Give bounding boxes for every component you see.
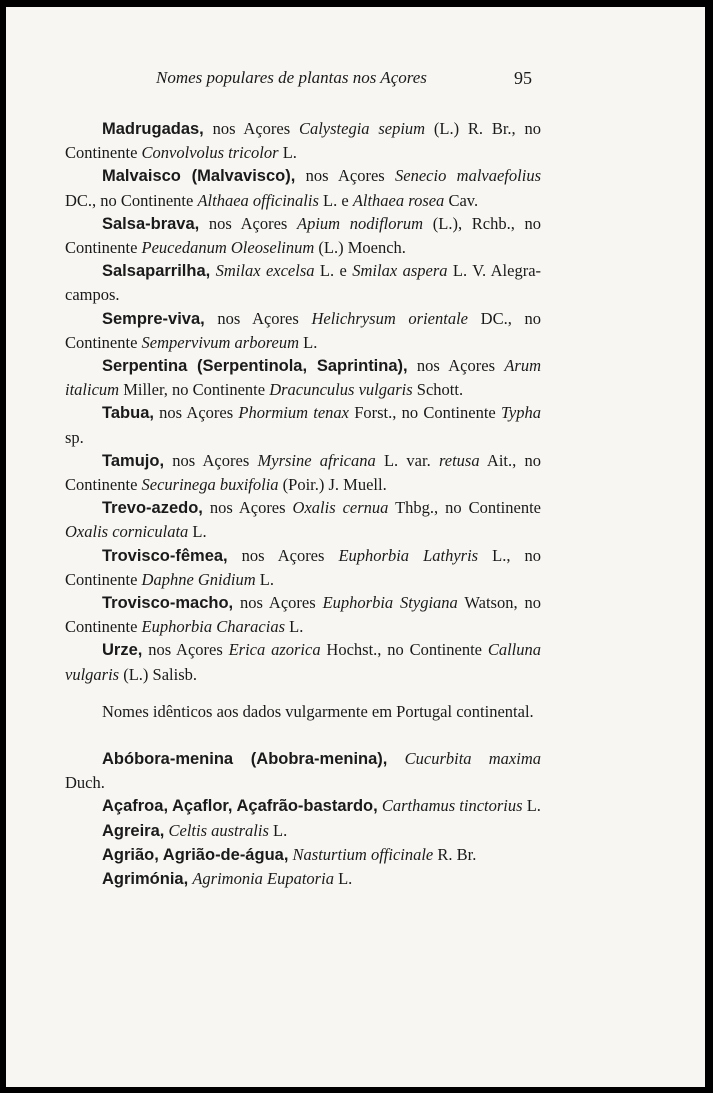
entry-text: nos Açores xyxy=(199,213,297,233)
entry-text: L. var. xyxy=(375,450,439,470)
scientific-name: Securinega buxifolia xyxy=(141,475,279,495)
scientific-name: Arum italicum xyxy=(65,356,541,400)
running-head xyxy=(6,68,705,92)
entry-text: nos Açores xyxy=(142,640,229,660)
glossary-entry xyxy=(65,164,541,211)
glossary-entry xyxy=(65,449,541,496)
scientific-name: Senecio malvaefolius xyxy=(395,166,541,186)
scientific-name: Oxalis corniculata xyxy=(65,522,189,542)
entry-text: Cav. xyxy=(444,190,479,210)
entry-term: Urze, xyxy=(102,641,143,660)
entry-term: Agrião, Agrião-de-água, xyxy=(102,845,289,864)
entry-term: Salsaparrilha, xyxy=(102,262,211,281)
glossary-entry xyxy=(65,496,541,543)
entry-term: Agrimónia, xyxy=(102,870,189,889)
glossary-entry xyxy=(65,401,541,448)
glossary-entry xyxy=(65,819,541,843)
entry-text: nos Açores xyxy=(233,593,323,613)
entry-term: Salsa-brava, xyxy=(102,214,200,233)
scientific-name: Myrsine africana xyxy=(257,450,376,470)
entry-text: L. xyxy=(268,820,288,840)
glossary-entry xyxy=(65,638,541,685)
glossary-entry xyxy=(65,212,541,259)
scientific-name: Agrimonia Eupatoria xyxy=(192,869,334,889)
entry-term: Trovisco-fêmea, xyxy=(102,546,228,565)
entry-text: nos Açores xyxy=(203,119,299,138)
scientific-name: Althaea officinalis xyxy=(197,190,319,210)
entry-text: L. xyxy=(255,569,274,589)
entry-text: Forst., no Continente xyxy=(348,403,501,423)
book-page xyxy=(6,7,705,1087)
entry-text: Miller, no Continente xyxy=(119,380,270,400)
scientific-name: Erica azorica xyxy=(228,640,321,660)
entry-term: Tabua, xyxy=(102,404,154,423)
entry-text: L. V. Alegra-campos. xyxy=(65,261,542,305)
entry-text: Duch. xyxy=(65,773,105,793)
scientific-name: retusa xyxy=(438,450,480,470)
scientific-name: Smilax excelsa xyxy=(215,261,315,281)
entry-text: L. xyxy=(278,143,297,163)
page-body xyxy=(65,117,541,891)
entry-text: Schott. xyxy=(412,380,464,400)
entry-text: nos Açores xyxy=(153,403,239,423)
entry-text: (L.), Rchb., no Continente xyxy=(65,213,541,258)
glossary-entry xyxy=(65,747,541,794)
entry-text: nos Açores xyxy=(204,308,312,328)
entry-text: L., no Continente xyxy=(65,545,541,589)
glossary-entry xyxy=(65,259,541,306)
entry-text: (L.) Salisb. xyxy=(119,664,198,684)
glossary-entry xyxy=(65,544,541,591)
entry-text: Watson, no Continente xyxy=(65,593,541,637)
entry-text: nos Açores xyxy=(295,166,396,186)
section-note: Nomes idênticos aos dados vulgarmente em Portugal continental. xyxy=(102,701,534,721)
scientific-name: Carthamus tinctorius xyxy=(381,796,523,816)
entry-text: nos Açores xyxy=(227,545,339,565)
scientific-name: Phormium tenax xyxy=(238,403,349,423)
scientific-name: Convolvolus tricolor xyxy=(141,143,279,163)
entry-text: L. e xyxy=(318,190,353,210)
entry-text: L. xyxy=(285,617,304,637)
entry-term: Malvaisco (Malvavisco), xyxy=(102,167,296,186)
entry-term: Trevo-azedo, xyxy=(102,499,203,518)
scientific-name: Calystegia sepium xyxy=(298,119,426,138)
entry-term: Abóbora-menina (Abobra-menina), xyxy=(102,750,388,769)
entry-term: Tamujo, xyxy=(102,451,165,470)
entry-text: L. xyxy=(299,332,318,352)
entry-text: (L.) R. Br., no Continente xyxy=(65,119,541,163)
entry-term: Agreira, xyxy=(102,821,165,840)
scientific-name: Calluna vulgaris xyxy=(65,640,541,684)
entry-text: Hochst., no Continente xyxy=(320,640,488,660)
entry-text: L. xyxy=(188,522,207,542)
entry-term: Trovisco-macho, xyxy=(102,594,234,613)
glossary-entry xyxy=(65,117,541,164)
scientific-name: Nasturtium officinale xyxy=(292,844,434,864)
entry-text: Ait., no Continente xyxy=(65,450,541,495)
scientific-name: Apium nodiflorum xyxy=(296,213,424,233)
entry-term: Açafroa, Açaflor, Açafrão-bastardo, xyxy=(102,797,378,816)
glossary-list-continental xyxy=(65,747,541,891)
entry-text: L. xyxy=(522,796,541,816)
entry-text: L. xyxy=(333,869,353,889)
scientific-name: Oxalis cernua xyxy=(292,498,389,518)
entry-text: nos Açores xyxy=(164,450,258,470)
entry-term: Serpentina (Serpentinola, Saprintina), xyxy=(102,357,408,376)
scientific-name: Cucurbita maxima xyxy=(404,749,541,769)
glossary-entry xyxy=(65,591,541,638)
entry-text xyxy=(387,749,404,768)
entry-text: (Poir.) J. Muell. xyxy=(278,475,387,495)
glossary-entry xyxy=(65,843,541,867)
scientific-name: Typha xyxy=(500,403,541,423)
scientific-name: Helichrysum orientale xyxy=(311,308,468,328)
glossary-list-azores xyxy=(65,117,541,686)
scientific-name: Daphne Gnidium xyxy=(141,569,256,589)
entry-term: Sempre-viva, xyxy=(102,309,205,328)
glossary-entry xyxy=(65,867,541,891)
scientific-name: Sempervivum arboreum xyxy=(141,332,300,352)
glossary-entry xyxy=(65,794,541,818)
entry-text: R. Br. xyxy=(433,844,477,864)
scientific-name: Celtis australis xyxy=(168,820,269,840)
page-number: 95 xyxy=(514,68,532,88)
entry-text: sp. xyxy=(65,427,84,447)
entry-text: nos Açores xyxy=(407,356,505,376)
scientific-name: Euphorbia Stygiana xyxy=(322,593,458,613)
entry-text: Thbg., no Continente xyxy=(388,498,541,518)
scientific-name: Euphorbia Characias xyxy=(141,617,285,637)
scientific-name: Peucedanum Oleoselinum xyxy=(141,238,315,258)
entry-text: L. e xyxy=(314,261,353,281)
scientific-name: Althaea rosea xyxy=(352,190,445,210)
entry-text: (L.) Moench. xyxy=(314,238,406,258)
entry-text: DC., no Continente xyxy=(65,190,198,210)
scientific-name: Smilax aspera xyxy=(352,261,448,281)
entry-text: DC., no Continente xyxy=(65,308,541,352)
running-title: Nomes populares de plantas nos Açores xyxy=(156,68,427,87)
glossary-entry xyxy=(65,307,541,354)
glossary-entry xyxy=(65,354,541,401)
entry-text: nos Açores xyxy=(202,498,293,518)
scientific-name: Dracunculus vulgaris xyxy=(269,380,413,400)
entry-term: Madrugadas, xyxy=(102,120,204,138)
scientific-name: Euphorbia Lathyris xyxy=(338,545,479,565)
